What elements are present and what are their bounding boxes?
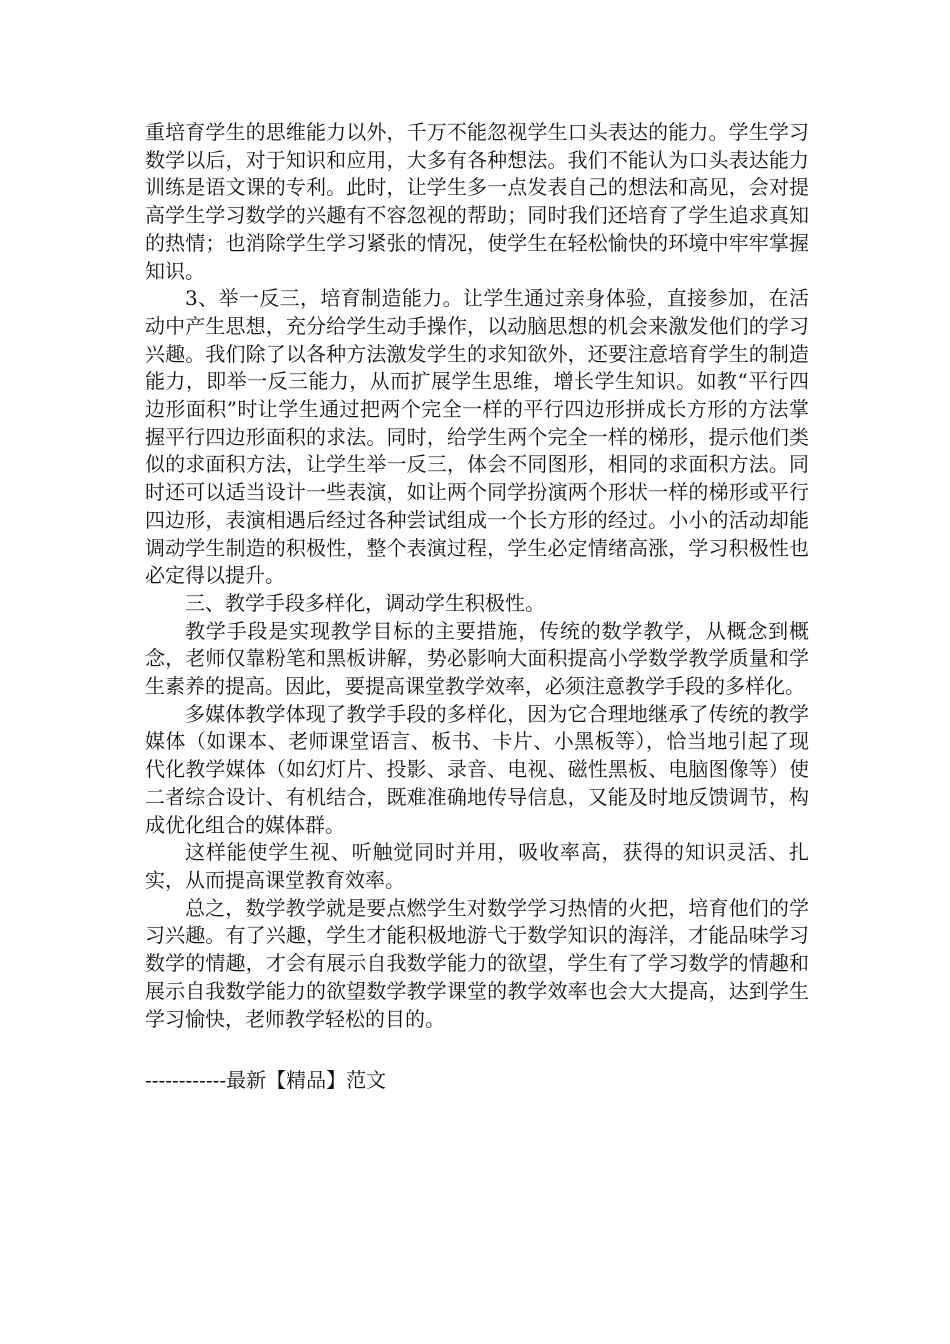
document-body xyxy=(145,119,809,1033)
document-footer: ------------最新【精品】范文 xyxy=(145,1068,387,1092)
paragraph-6: 总之，数学教学就是要点燃学生对数学学习热情的火把，培育他们的学习兴趣。有了兴趣，学生才能积极地游弋于数学知识的海洋，才能品味学习数学的情趣，才会有展示自我数学能力的欲望，学生有了学习数学的情趣和展示自我数学能力的欲望数学教学课堂的教学效率也会大大提高，达到学生学习愉快，老师教学轻松的目的。 xyxy=(145,895,809,1031)
paragraph-1: 重培育学生的思维能力以外，千万不能忽视学生口头表达的能力。学生学习数学以后，对于知识和应用，大多有各种想法。我们不能认为口头表达能力训练是语文课的专利。此时，让学生多一点发表自己的想法和高见，会对提高学生学习数学的兴趣有不容忽视的帮助；同时我们还培育了学生追求真知的热情；也消除学生学习紧张的情况，使学生在轻松愉快的环境中牢牢掌握知识。 xyxy=(145,120,809,283)
section-heading: 三、教学手段多样化，调动学生积极性。 xyxy=(185,590,545,615)
paragraph-5: 这样能使学生视、听触觉同时并用，吸收率高，获得的知识灵活、扎实，从而提高课堂教育效率。 xyxy=(145,840,809,892)
paragraph-3: 教学手段是实现教学目标的主要措施，传统的数学教学，从概念到概念，老师仅靠粉笔和黑板讲解，势必影响大面积提高小学数学教学质量和学生素养的提高。因此，要提高课堂教学效率，必须注意教学手段的多样化。 xyxy=(145,618,809,699)
paragraph-4: 多媒体教学体现了教学手段的多样化，因为它合理地继承了传统的教学媒体（如课本、老师课堂语言、板书、卡片、小黑板等），恰当地引起了现代化教学媒体（如幻灯片、投影、录音、电视、磁性黑板、电脑图像等）使二者综合设计、有机结合，既难准确地传导信息，又能及时地反馈调节，构成优化组合的媒体群。 xyxy=(145,701,809,837)
paragraph-2: 3、举一反三，培育制造能力。让学生通过亲身体验，直接参加，在活动中产生思想，充分给学生动手操作，以动脑思想的机会来激发他们的学习兴趣。我们除了以各种方法激发学生的求知欲外，还要注意培育学生的制造能力，即举一反三能力，从而扩展学生思维，增长学生知识。如教“平行四边形面积”时让学生通过把两个完全一样的平行四边形拼成长方形的方法掌握平行四边形面积的求法。同时，给学生两个完全一样的梯形，提示他们类似的求面积方法，让学生举一反三，体会不同图形，相同的求面积方法。同时还可以适当设计一些表演，如让两个同学扮演两个形状一样的梯形或平行四边形，表演相遇后经过各种尝试组成一个长方形的经过。小小的活动却能调动学生制造的积极性，整个表演过程，学生必定情绪高涨，学习积极性也必定得以提升。 xyxy=(145,286,809,588)
